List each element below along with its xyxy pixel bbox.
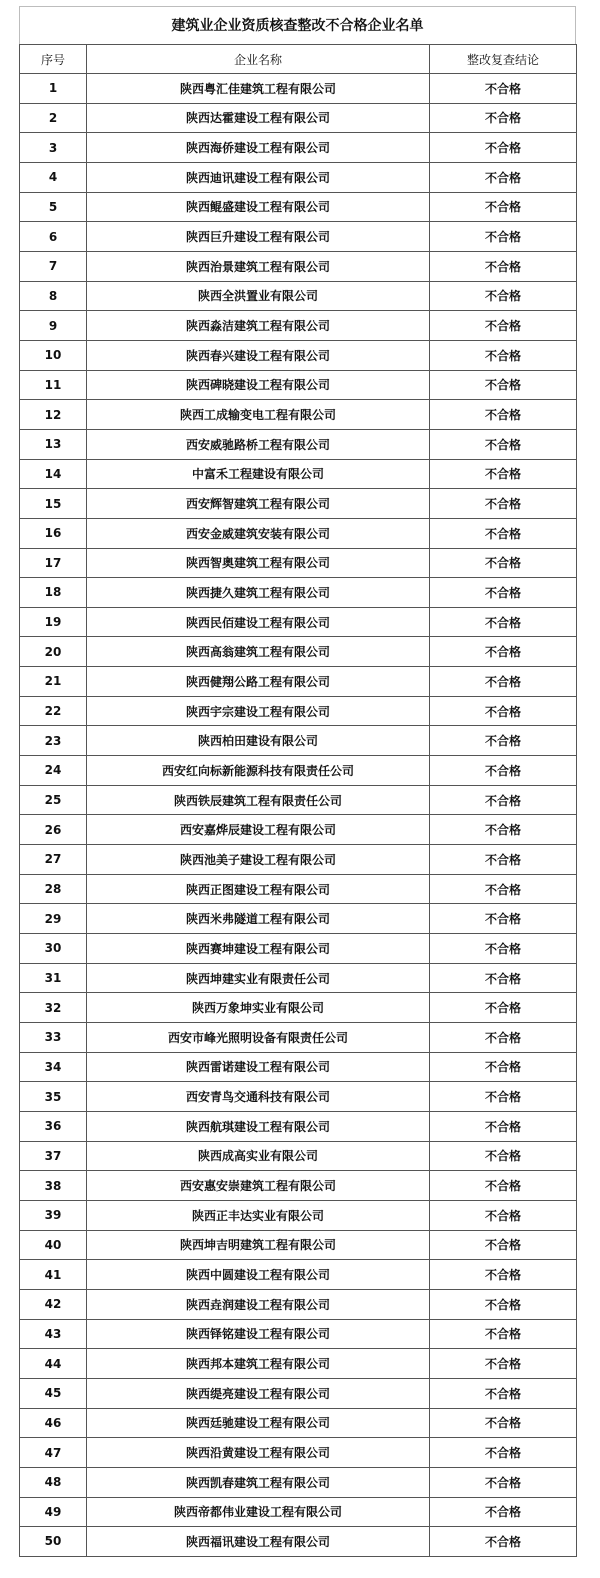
row-company-name: 陕西春兴建设工程有限公司	[87, 340, 430, 370]
row-review-result: 不合格	[430, 1171, 577, 1201]
table-row	[20, 845, 577, 875]
row-serial-number: 35	[20, 1082, 87, 1112]
row-review-result: 不合格	[430, 726, 577, 756]
row-company-name: 西安红向标新能源科技有限责任公司	[87, 756, 430, 786]
row-serial-number: 8	[20, 281, 87, 311]
row-review-result: 不合格	[430, 1141, 577, 1171]
table-row	[20, 578, 577, 608]
row-review-result: 不合格	[430, 637, 577, 667]
row-review-result: 不合格	[430, 1082, 577, 1112]
row-review-result: 不合格	[430, 518, 577, 548]
row-serial-number: 9	[20, 311, 87, 341]
row-review-result: 不合格	[430, 1408, 577, 1438]
row-review-result: 不合格	[430, 1230, 577, 1260]
table-row	[20, 1171, 577, 1201]
table-row	[20, 815, 577, 845]
row-review-result: 不合格	[430, 1497, 577, 1527]
row-review-result: 不合格	[430, 845, 577, 875]
row-company-name: 陕西缇亮建设工程有限公司	[87, 1378, 430, 1408]
table-row	[20, 311, 577, 341]
row-serial-number: 30	[20, 934, 87, 964]
row-company-name: 陕西坤建实业有限责任公司	[87, 963, 430, 993]
table-row	[20, 993, 577, 1023]
table-row	[20, 548, 577, 578]
row-company-name: 陕西赛坤建设工程有限公司	[87, 934, 430, 964]
row-review-result: 不合格	[430, 785, 577, 815]
row-review-result: 不合格	[430, 548, 577, 578]
row-review-result: 不合格	[430, 1319, 577, 1349]
table-row	[20, 1023, 577, 1053]
table-row	[20, 874, 577, 904]
row-serial-number: 39	[20, 1200, 87, 1230]
row-company-name: 西安惠安崇建筑工程有限公司	[87, 1171, 430, 1201]
row-serial-number: 23	[20, 726, 87, 756]
table-header-row	[20, 45, 577, 74]
row-review-result: 不合格	[430, 1260, 577, 1290]
row-serial-number: 41	[20, 1260, 87, 1290]
table-row	[20, 1289, 577, 1319]
header-serial-number: 序号	[20, 45, 87, 74]
row-company-name: 陕西民佰建设工程有限公司	[87, 607, 430, 637]
row-serial-number: 28	[20, 874, 87, 904]
row-serial-number: 5	[20, 192, 87, 222]
row-review-result: 不合格	[430, 459, 577, 489]
row-serial-number: 1	[20, 74, 87, 104]
row-serial-number: 7	[20, 251, 87, 281]
table-row	[20, 1230, 577, 1260]
row-review-result: 不合格	[430, 934, 577, 964]
row-company-name: 陕西廷驰建设工程有限公司	[87, 1408, 430, 1438]
table-row	[20, 726, 577, 756]
row-company-name: 陕西凯春建筑工程有限公司	[87, 1467, 430, 1497]
table-row	[20, 281, 577, 311]
row-review-result: 不合格	[430, 162, 577, 192]
table-row	[20, 1497, 577, 1527]
row-review-result: 不合格	[430, 874, 577, 904]
row-serial-number: 36	[20, 1111, 87, 1141]
row-serial-number: 43	[20, 1319, 87, 1349]
row-serial-number: 22	[20, 696, 87, 726]
row-company-name: 陕西米弗隧道工程有限公司	[87, 904, 430, 934]
row-review-result: 不合格	[430, 74, 577, 104]
row-company-name: 陕西中圆建设工程有限公司	[87, 1260, 430, 1290]
row-serial-number: 4	[20, 162, 87, 192]
row-company-name: 陕西柏田建设有限公司	[87, 726, 430, 756]
table-row	[20, 934, 577, 964]
row-company-name: 陕西智奥建筑工程有限公司	[87, 548, 430, 578]
document-sheet	[19, 6, 576, 1557]
row-review-result: 不合格	[430, 1200, 577, 1230]
table-row	[20, 785, 577, 815]
row-serial-number: 12	[20, 400, 87, 430]
row-company-name: 陕西雷诺建设工程有限公司	[87, 1052, 430, 1082]
row-company-name: 陕西工成输变电工程有限公司	[87, 400, 430, 430]
page-title: 建筑业企业资质核查整改不合格企业名单	[19, 6, 576, 44]
row-serial-number: 10	[20, 340, 87, 370]
row-company-name: 陕西池美子建设工程有限公司	[87, 845, 430, 875]
row-company-name: 陕西正图建设工程有限公司	[87, 874, 430, 904]
row-company-name: 西安威驰路桥工程有限公司	[87, 429, 430, 459]
row-review-result: 不合格	[430, 192, 577, 222]
row-company-name: 陕西海侨建设工程有限公司	[87, 133, 430, 163]
row-serial-number: 31	[20, 963, 87, 993]
table-row	[20, 1111, 577, 1141]
row-serial-number: 45	[20, 1378, 87, 1408]
row-serial-number: 47	[20, 1438, 87, 1468]
table-row	[20, 637, 577, 667]
row-company-name: 西安市峰光照明设备有限责任公司	[87, 1023, 430, 1053]
row-review-result: 不合格	[430, 1111, 577, 1141]
row-review-result: 不合格	[430, 103, 577, 133]
row-company-name: 陕西正丰达实业有限公司	[87, 1200, 430, 1230]
table-row	[20, 133, 577, 163]
row-company-name: 陕西巨升建设工程有限公司	[87, 222, 430, 252]
row-company-name: 陕西坤吉明建筑工程有限公司	[87, 1230, 430, 1260]
row-serial-number: 3	[20, 133, 87, 163]
row-review-result: 不合格	[430, 311, 577, 341]
table-row	[20, 162, 577, 192]
row-company-name: 中富禾工程建设有限公司	[87, 459, 430, 489]
row-review-result: 不合格	[430, 607, 577, 637]
table-row	[20, 103, 577, 133]
header-review-result: 整改复查结论	[430, 45, 577, 74]
row-review-result: 不合格	[430, 133, 577, 163]
row-company-name: 陕西成高实业有限公司	[87, 1141, 430, 1171]
row-review-result: 不合格	[430, 1023, 577, 1053]
table-row	[20, 340, 577, 370]
table-row	[20, 222, 577, 252]
company-table	[19, 44, 577, 1557]
row-company-name: 西安嘉烨辰建设工程有限公司	[87, 815, 430, 845]
row-serial-number: 34	[20, 1052, 87, 1082]
row-company-name: 陕西全洪置业有限公司	[87, 281, 430, 311]
table-row	[20, 251, 577, 281]
row-review-result: 不合格	[430, 667, 577, 697]
table-row	[20, 1467, 577, 1497]
row-serial-number: 17	[20, 548, 87, 578]
row-company-name: 陕西健翔公路工程有限公司	[87, 667, 430, 697]
row-company-name: 西安金威建筑安装有限公司	[87, 518, 430, 548]
row-serial-number: 27	[20, 845, 87, 875]
table-row	[20, 1527, 577, 1557]
row-review-result: 不合格	[430, 1349, 577, 1379]
row-serial-number: 38	[20, 1171, 87, 1201]
row-review-result: 不合格	[430, 1289, 577, 1319]
header-company-name: 企业名称	[87, 45, 430, 74]
row-serial-number: 11	[20, 370, 87, 400]
table-row	[20, 667, 577, 697]
row-company-name: 陕西帝都伟业建设工程有限公司	[87, 1497, 430, 1527]
row-serial-number: 24	[20, 756, 87, 786]
row-company-name: 陕西迪讯建设工程有限公司	[87, 162, 430, 192]
row-serial-number: 40	[20, 1230, 87, 1260]
row-serial-number: 20	[20, 637, 87, 667]
row-serial-number: 29	[20, 904, 87, 934]
table-row	[20, 1349, 577, 1379]
row-review-result: 不合格	[430, 993, 577, 1023]
table-row	[20, 192, 577, 222]
table-row	[20, 429, 577, 459]
row-company-name: 陕西航琪建设工程有限公司	[87, 1111, 430, 1141]
row-review-result: 不合格	[430, 281, 577, 311]
row-company-name: 陕西宇宗建设工程有限公司	[87, 696, 430, 726]
row-serial-number: 37	[20, 1141, 87, 1171]
row-review-result: 不合格	[430, 340, 577, 370]
row-company-name: 西安青鸟交通科技有限公司	[87, 1082, 430, 1112]
table-row	[20, 1141, 577, 1171]
row-company-name: 陕西铁辰建筑工程有限责任公司	[87, 785, 430, 815]
row-company-name: 陕西捷久建筑工程有限公司	[87, 578, 430, 608]
row-company-name: 陕西淼洁建筑工程有限公司	[87, 311, 430, 341]
row-serial-number: 18	[20, 578, 87, 608]
table-row	[20, 756, 577, 786]
row-serial-number: 33	[20, 1023, 87, 1053]
row-company-name: 陕西治景建筑工程有限公司	[87, 251, 430, 281]
row-serial-number: 44	[20, 1349, 87, 1379]
row-serial-number: 6	[20, 222, 87, 252]
row-review-result: 不合格	[430, 904, 577, 934]
table-row	[20, 400, 577, 430]
row-review-result: 不合格	[430, 1378, 577, 1408]
row-review-result: 不合格	[430, 578, 577, 608]
row-review-result: 不合格	[430, 370, 577, 400]
row-serial-number: 16	[20, 518, 87, 548]
table-row	[20, 963, 577, 993]
table-row	[20, 1438, 577, 1468]
row-review-result: 不合格	[430, 963, 577, 993]
table-row	[20, 904, 577, 934]
table-row	[20, 607, 577, 637]
table-row	[20, 1260, 577, 1290]
row-company-name: 陕西鲲盛建设工程有限公司	[87, 192, 430, 222]
row-review-result: 不合格	[430, 489, 577, 519]
row-serial-number: 48	[20, 1467, 87, 1497]
row-serial-number: 14	[20, 459, 87, 489]
row-review-result: 不合格	[430, 756, 577, 786]
table-body	[20, 74, 577, 1557]
row-review-result: 不合格	[430, 815, 577, 845]
table-row	[20, 370, 577, 400]
row-review-result: 不合格	[430, 400, 577, 430]
row-serial-number: 21	[20, 667, 87, 697]
row-serial-number: 42	[20, 1289, 87, 1319]
row-review-result: 不合格	[430, 1527, 577, 1557]
table-row	[20, 518, 577, 548]
table-row	[20, 1052, 577, 1082]
table-row	[20, 459, 577, 489]
row-company-name: 陕西粤汇佳建筑工程有限公司	[87, 74, 430, 104]
row-company-name: 陕西沿黄建设工程有限公司	[87, 1438, 430, 1468]
table-row	[20, 489, 577, 519]
table-row	[20, 1319, 577, 1349]
row-company-name: 陕西铎铭建设工程有限公司	[87, 1319, 430, 1349]
row-review-result: 不合格	[430, 1438, 577, 1468]
table-row	[20, 1082, 577, 1112]
row-review-result: 不合格	[430, 1052, 577, 1082]
table-row	[20, 1200, 577, 1230]
row-review-result: 不合格	[430, 222, 577, 252]
row-serial-number: 32	[20, 993, 87, 1023]
row-serial-number: 26	[20, 815, 87, 845]
row-serial-number: 15	[20, 489, 87, 519]
row-company-name: 陕西邦本建筑工程有限公司	[87, 1349, 430, 1379]
row-review-result: 不合格	[430, 1467, 577, 1497]
row-serial-number: 50	[20, 1527, 87, 1557]
row-company-name: 西安辉智建筑工程有限公司	[87, 489, 430, 519]
row-company-name: 陕西碑晓建设工程有限公司	[87, 370, 430, 400]
row-serial-number: 25	[20, 785, 87, 815]
row-company-name: 陕西福讯建设工程有限公司	[87, 1527, 430, 1557]
row-review-result: 不合格	[430, 696, 577, 726]
table-row	[20, 696, 577, 726]
row-review-result: 不合格	[430, 251, 577, 281]
row-serial-number: 2	[20, 103, 87, 133]
row-serial-number: 46	[20, 1408, 87, 1438]
row-company-name: 陕西万象坤实业有限公司	[87, 993, 430, 1023]
table-row	[20, 1408, 577, 1438]
row-serial-number: 19	[20, 607, 87, 637]
table-row	[20, 74, 577, 104]
row-company-name: 陕西达霍建设工程有限公司	[87, 103, 430, 133]
row-company-name: 陕西高翁建筑工程有限公司	[87, 637, 430, 667]
row-serial-number: 13	[20, 429, 87, 459]
table-row	[20, 1378, 577, 1408]
row-company-name: 陕西垚润建设工程有限公司	[87, 1289, 430, 1319]
row-serial-number: 49	[20, 1497, 87, 1527]
row-review-result: 不合格	[430, 429, 577, 459]
